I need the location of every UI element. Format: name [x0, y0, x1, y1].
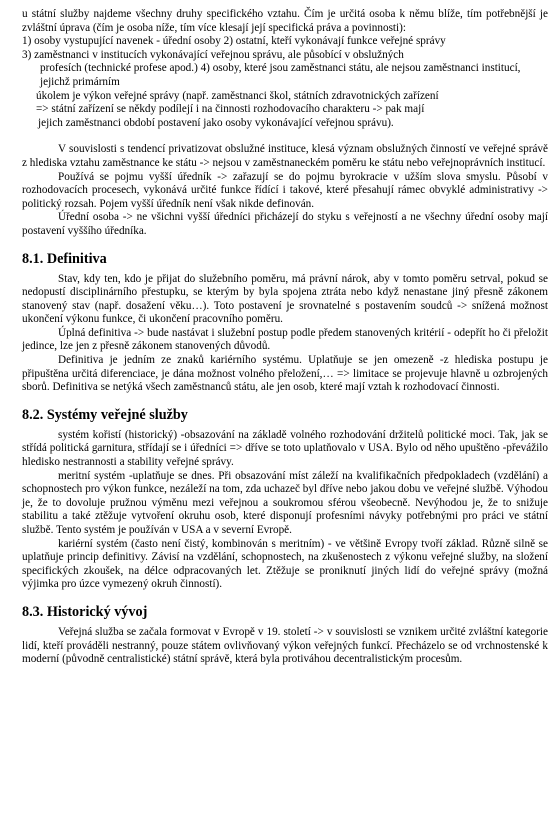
- intro-line: u státní služby najdeme všechny druhy specifického vztahu. Čím je určitá osoba k němu blíže, tím potřebnější je zvláštní úprava (čím je osoba níže, tím více klesají její specifická práva a povinnosti):: [22, 8, 548, 34]
- body-paragraph: Úřední osoba -> ne všichni vyšší úředníci přicházejí do styku s veřejností a ne všechny úřední osoby mají postavení vyššího úředníka.: [22, 211, 548, 237]
- intro-line: 3) zaměstnanci v institucích vykonávající veřejnou správu, ale působící v obslužných: [22, 48, 404, 61]
- intro-line: 1) osoby vystupující navenek - úřední osoby 2) ostatní, kteří vykonávají funkce veřejné správy: [22, 35, 446, 48]
- body-paragraph: Veřejná služba se začala formovat v Evropě v 19. století -> v souvislosti se vznikem určité zvláštní kategorie lidí, kteří prováděli nestranný, pouze státem ovlivňovaný výkon veřejných funkcí. Přecházelo se od vrchnostenské k moderní (původně centralistické) státní správě, která byla protiváhou decentralistickým procesům.: [22, 625, 548, 666]
- section-heading: 8.2. Systémy veřejné služby: [22, 406, 188, 423]
- section-heading: 8.1. Definitiva: [22, 250, 107, 267]
- body-paragraph: V souvislosti s tendencí privatizovat obslužné instituce, klesá význam obslužných činností ve veřejné správě z hlediska vztahu zaměstnance ke státu -> nejsou v zaměstnaneckém poměru ke státu nebo veřejnoprávních institucí.: [22, 143, 548, 169]
- intro-line: profesích (technické profese apod.) 4) osoby, které jsou zaměstnanci státu, ale nejsou zaměstnanci institucí, jejichž primárním: [40, 62, 521, 88]
- intro-line: úkolem je výkon veřejné správy (např. zaměstnanci škol, státních zdravotnických zařízení: [36, 89, 439, 102]
- body-paragraph: kariérní systém (často není čistý, kombinován s meritním) - ve většině Evropy tvoří základ. Různě silně se uplatňuje princip definitivy. Závisí na vzdělání, schopnostech, na zkušenostech z výkonu veřejné služby, na složení specifických zkoušek, na délce odpracovaných let. Ztěžuje se proniknutí jiných lidí do veřejné správy (možná výjimka pro úzce vymezený okruh činností).: [22, 537, 548, 591]
- spacer: [22, 130, 548, 143]
- body-paragraph: Úplná definitiva -> bude nastávat i služební postup podle předem stanovených kritérií - odepřít ho či přeložit jedince, lze jen z přesně zákonem stanovených důvodů.: [22, 326, 548, 353]
- section-heading: 8.3. Historický vývoj: [22, 603, 148, 620]
- body-paragraph: Používá se pojmu vyšší úředník -> zařazují se do pojmu byrokracie v užším slova smyslu. Působí v rozhodovacích procesech, vykonává určité funkce řídící i takové, které přesahují rámec obvyklé administrativy -> politický rozsah. Pojem vyšší úředník není však nikde definován.: [22, 170, 548, 210]
- intro-line: => státní zařízení se někdy podílejí i na činnosti rozhodovacího charakteru -> pak mají: [36, 103, 425, 116]
- body-paragraph: Stav, kdy ten, kdo je přijat do služebního poměru, má právní nárok, aby v tomto poměru setrval, pokud se nedopustí disciplinárního přestupku, se kterým by byla spojena ztráta nebo když nenastane jiný přesně zákonem stanovený stav (např. dosažení věku…). Toto postavení je srovnatelné s postavením soudců -> snížená možnost ukončení výkonu funkce, či ukončení pracovního poměru.: [22, 272, 548, 326]
- body-paragraph: systém kořistí (historický) -obsazování na základě volného rozhodování držitelů politické moci. Tak, jak se střídá politická garnitura, střídají se i úředníci => dříve se toto uplatňovalo v USA. Bylo od něho upuštěno -převážilo hledisko nestrannosti a stability veřejné správy.: [22, 428, 548, 469]
- body-paragraph: Definitiva je jedním ze znaků kariérního systému. Uplatňuje se jen omezeně -z hlediska postupu je připuštěna určitá diferenciace, je dána možnost volného přeložení,… => limitace se projevuje hlavně u ozbrojených sborů. Definitiva se netýká všech zaměstnanců státu, ale jen osob, které mají vztah k rozhodovací činnosti.: [22, 354, 548, 394]
- body-paragraph: meritní systém -uplatňuje se dnes. Při obsazování míst záleží na kvalifikačních předpokladech (vzdělání) a schopnostech pro výkon funkce, nezáleží na tom, zda uchazeč byl dříve nebo jakou dobu ve veřejné službě. Výhodou je, že to dovoluje pružnou výměnu mezi veřejnou a soukromou sférou všeobecně. Nevýhodou je, že to snižuje stabilitu a také ztěžuje vytvoření okruhu osob, které disponují profesními návyky potřebnými pro práci ve státní službě. Tento systém je používán v USA a v severní Evropě.: [22, 469, 548, 536]
- intro-line: jejich zaměstnanci období postavení jako osoby vykonávající veřejnou správu).: [38, 116, 394, 129]
